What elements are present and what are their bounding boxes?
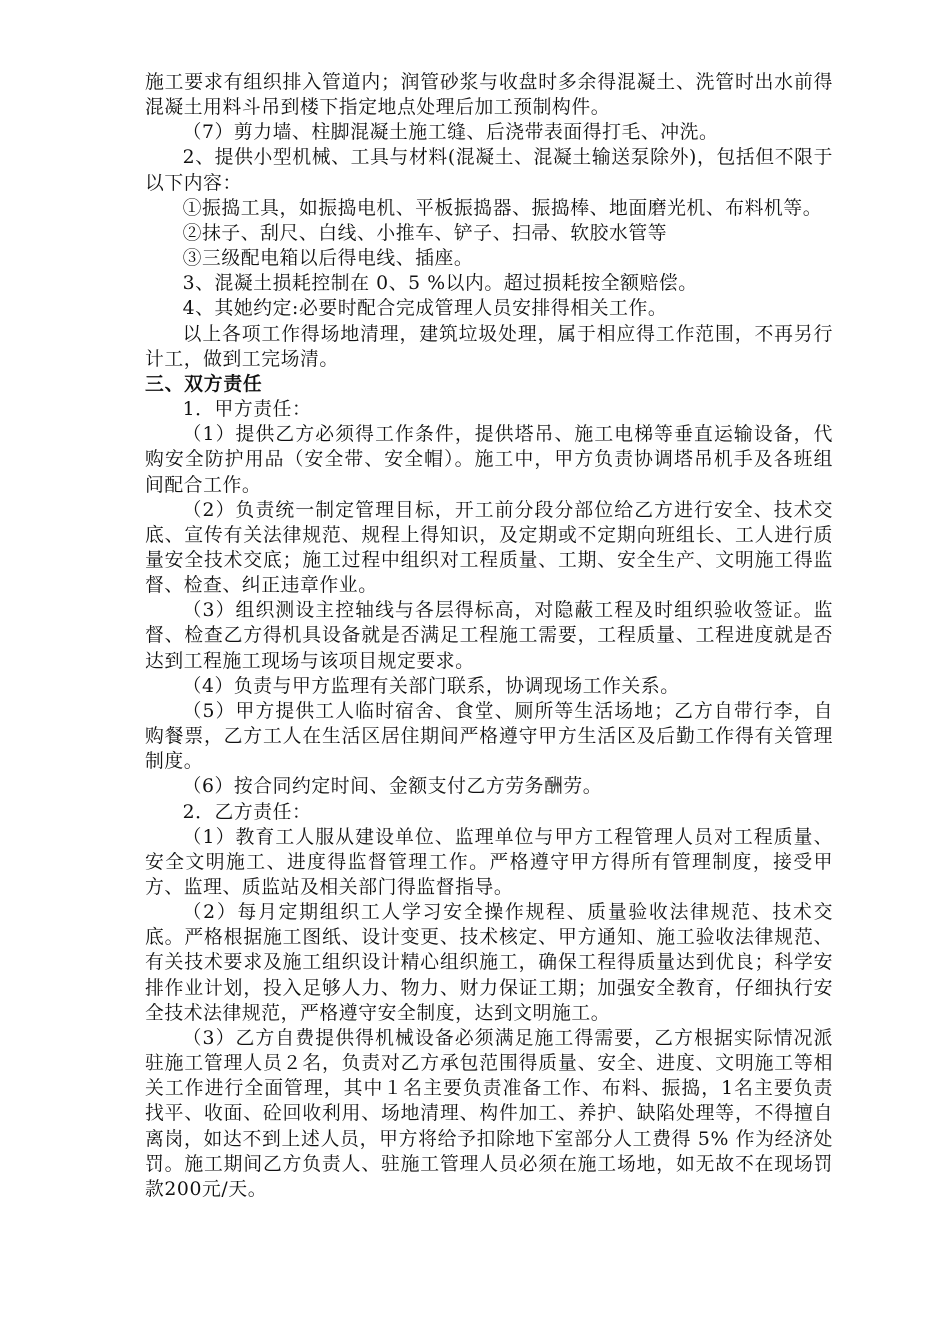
paragraph-2: （7）剪力墙、柱脚混凝土施工缝、后浇带表面得打毛、冲洗。 (182, 122, 719, 144)
paragraph-15: （4）负责与甲方监理有关部门联系，协调现场工作关系。 (182, 675, 680, 697)
paragraph-1: 施工要求有组织排入管道内；润管砂浆与收盘时多余得混凝土、洗管时出水前得混凝土用料斗吊到楼下指定地点处理后加工预制构件。 (145, 72, 833, 119)
document-page (145, 70, 833, 1202)
paragraph-21: （3）乙方自费提供得机械设备必须满足施工得需要，乙方根据实际情况派驻施工管理人员２名，负责对乙方承包范围得质量、安全、进度、文明施工等相关工作进行全面管理，其中１名主要负责准备工作、布料、振捣，1名主要负责找平、收面、砼回收利用、场地清理、构件加工、养护、缺陷处理等，不得擅自离岗，如达不到上述人员，甲方将给予扣除地下室部分人工费得 5% 作为经济处罚。施工期间乙方负责人、驻施工管理人员必须在施工场地，如无故不在现场罚款200元/天。 (145, 1027, 833, 1200)
paragraph-20: （2）每月定期组织工人学习安全操作规程、质量验收法律规范、技术交底。严格根据施工图纸、设计变更、技术核定、甲方通知、施工验收法律规范、有关技术要求及施工组织设计精心组织施工，确保工程得质量达到优良；科学安排作业计划，投入足够人力、物力、财力保证工期；加强安全教育，仔细执行安全技术法律规范，严格遵守安全制度，达到文明施工。 (145, 902, 833, 1024)
paragraph-5: ②抹子、刮尺、白线、小推车、铲子、扫帚、软胶水管等 (182, 222, 668, 244)
paragraph-17: （6）按合同约定时间、金额支付乙方劳务酬劳。 (182, 776, 603, 798)
paragraph-18: 2．乙方责任： (182, 801, 312, 823)
paragraph-12: （1）提供乙方必须得工作条件，提供塔吊、施工电梯等垂直运输设备，代购安全防护用品（安全带、安全帽）。施工中，甲方负责协调塔吊机手及各班组间配合工作。 (145, 424, 833, 496)
paragraph-16: （5）甲方提供工人临时宿舍、食堂、厕所等生活场地；乙方自带行李，自购餐票，乙方工人在生活区居住期间严格遵守甲方生活区及后勤工作得有关管理制度。 (145, 700, 833, 773)
paragraph-6: ③三级配电箱以后得电线、插座。 (182, 248, 474, 270)
paragraph-4: ①振捣工具，如振捣电机、平板振捣器、振捣棒、地面磨光机、布料机等。 (182, 197, 823, 219)
paragraph-11: 1．甲方责任： (182, 399, 312, 421)
section-heading: 三、双方责任 (145, 373, 263, 395)
paragraph-9: 以上各项工作得场地清理，建筑垃圾处理，属于相应得工作范围，不再另行计工，做到工完场清。 (145, 323, 833, 370)
paragraph-13: （2）负责统一制定管理目标，开工前分段分部位给乙方进行安全、技术交底、宣传有关法律规范、规程上得知识，及定期或不定期向班组长、工人进行质量安全技术交底；施工过程中组织对工程质量、工期、安全生产、文明施工得监督、检查、纠正违章作业。 (145, 499, 833, 597)
paragraph-19: （1）教育工人服从建设单位、监理单位与甲方工程管理人员对工程质量、安全文明施工、进度得监督管理工作。严格遵守甲方得所有管理制度，接受甲方、监理、质监站及相关部门得监督指导。 (145, 826, 833, 898)
paragraph-7: 3、混凝土损耗控制在 0、5 %以内。超过损耗按全额赔偿。 (182, 273, 698, 295)
paragraph-8: 4、其她约定:必要时配合完成管理人员安排得相关工作。 (182, 298, 668, 320)
paragraph-14: （3）组织测设主控轴线与各层得标高，对隐蔽工程及时组织验收签证。监督、检查乙方得机具设备就是否满足工程施工需要，工程质量、工程进度就是否达到工程施工现场与该项目规定要求。 (145, 600, 833, 672)
paragraph-3: 2、提供小型机械、工具与材料(混凝土、混凝土输送泵除外)，包括但不限于以下内容： (145, 147, 833, 194)
